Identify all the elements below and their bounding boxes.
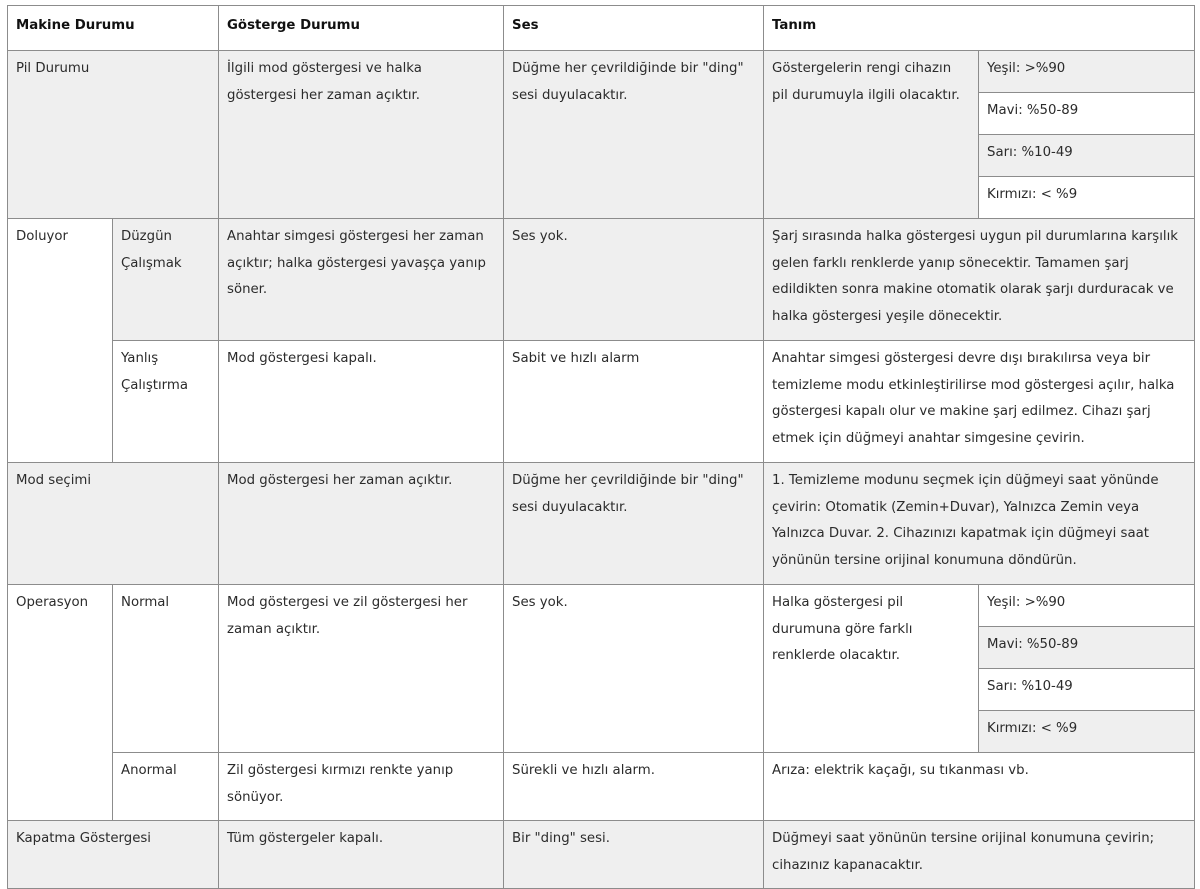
normal-ses: Ses yok. — [504, 585, 764, 753]
normal-level-yesil: Yeşil: >%90 — [979, 585, 1195, 627]
mod-secimi-gosterge: Mod göstergesi her zaman açıktır. — [219, 463, 504, 585]
duzgun-ses: Ses yok. — [504, 219, 764, 341]
kapatma-gosterge: Tüm göstergeler kapalı. — [219, 821, 504, 889]
header-row — [8, 6, 1195, 51]
normal-gosterge: Mod göstergesi ve zil göstergesi her zaman açıktır. — [219, 585, 504, 753]
header-makine-durumu: Makine Durumu — [8, 6, 219, 51]
pil-durumu-ses: Düğme her çevrildiğinde bir "ding" sesi duyulacaktır. — [504, 51, 764, 219]
kapatma-tanim: Düğmeyi saat yönünün tersine orijinal konumuna çevirin; cihazınız kapanacaktır. — [764, 821, 1195, 889]
duzgun-calismak-label: Düzgün Çalışmak — [113, 219, 219, 341]
mod-secimi-ses: Düğme her çevrildiğinde bir "ding" sesi duyulacaktır. — [504, 463, 764, 585]
doluyor-label: Doluyor — [8, 219, 113, 463]
table-row — [8, 585, 1195, 627]
normal-label: Normal — [113, 585, 219, 753]
table-row — [8, 463, 1195, 585]
header-tanim: Tanım — [764, 6, 1195, 51]
yanlis-gosterge: Mod göstergesi kapalı. — [219, 341, 504, 463]
pil-durumu-tanim: Göstergelerin rengi cihazın pil durumuyla ilgili olacaktır. — [764, 51, 979, 219]
normal-level-sari: Sarı: %10-49 — [979, 669, 1195, 711]
header-gosterge-durumu: Gösterge Durumu — [219, 6, 504, 51]
kapatma-ses: Bir "ding" sesi. — [504, 821, 764, 889]
yanlis-calistirma-label: Yanlış Çalıştırma — [113, 341, 219, 463]
anormal-label: Anormal — [113, 753, 219, 821]
table-row — [8, 341, 1195, 463]
pil-level-yesil: Yeşil: >%90 — [979, 51, 1195, 93]
pil-level-kirmizi: Kırmızı: < %9 — [979, 177, 1195, 219]
operasyon-label: Operasyon — [8, 585, 113, 821]
normal-tanim: Halka göstergesi pil durumuna göre farklı renklerde olacaktır. — [764, 585, 979, 753]
anormal-tanim: Arıza: elektrik kaçağı, su tıkanması vb. — [764, 753, 1195, 821]
kapatma-gostergesi-label: Kapatma Göstergesi — [8, 821, 219, 889]
duzgun-tanim: Şarj sırasında halka göstergesi uygun pil durumlarına karşılık gelen farklı renklerde yanıp sönecektir. Tamamen şarj edildikten sonra makine otomatik olarak şarjı durduracak ve halka göstergesi yeşile dönecektir. — [764, 219, 1195, 341]
anormal-gosterge: Zil göstergesi kırmızı renkte yanıp sönüyor. — [219, 753, 504, 821]
header-ses: Ses — [504, 6, 764, 51]
mod-secimi-tanim: 1. Temizleme modunu seçmek için düğmeyi saat yönünde çevirin: Otomatik (Zemin+Duvar), Yalnızca Zemin veya Yalnızca Duvar. 2. Cihazınızı kapatmak için düğmeyi saat yönünün tersine orijinal konumuna döndürün. — [764, 463, 1195, 585]
normal-level-kirmizi: Kırmızı: < %9 — [979, 711, 1195, 753]
pil-durumu-label: Pil Durumu — [8, 51, 219, 219]
table-row — [8, 753, 1195, 821]
pil-durumu-gosterge: İlgili mod göstergesi ve halka göstergesi her zaman açıktır. — [219, 51, 504, 219]
duzgun-gosterge: Anahtar simgesi göstergesi her zaman açıktır; halka göstergesi yavaşça yanıp söner. — [219, 219, 504, 341]
table-row — [8, 51, 1195, 93]
normal-level-mavi: Mavi: %50-89 — [979, 627, 1195, 669]
status-table — [7, 5, 1195, 889]
pil-level-sari: Sarı: %10-49 — [979, 135, 1195, 177]
yanlis-ses: Sabit ve hızlı alarm — [504, 341, 764, 463]
anormal-ses: Sürekli ve hızlı alarm. — [504, 753, 764, 821]
mod-secimi-label: Mod seçimi — [8, 463, 219, 585]
yanlis-tanim: Anahtar simgesi göstergesi devre dışı bırakılırsa veya bir temizleme modu etkinleştirilirse mod göstergesi açılır, halka göstergesi kapalı olur ve makine şarj edilmez. Cihazı şarj etmek için düğmeyi anahtar simgesine çevirin. — [764, 341, 1195, 463]
pil-level-mavi: Mavi: %50-89 — [979, 93, 1195, 135]
table-row — [8, 219, 1195, 341]
table-row — [8, 821, 1195, 889]
